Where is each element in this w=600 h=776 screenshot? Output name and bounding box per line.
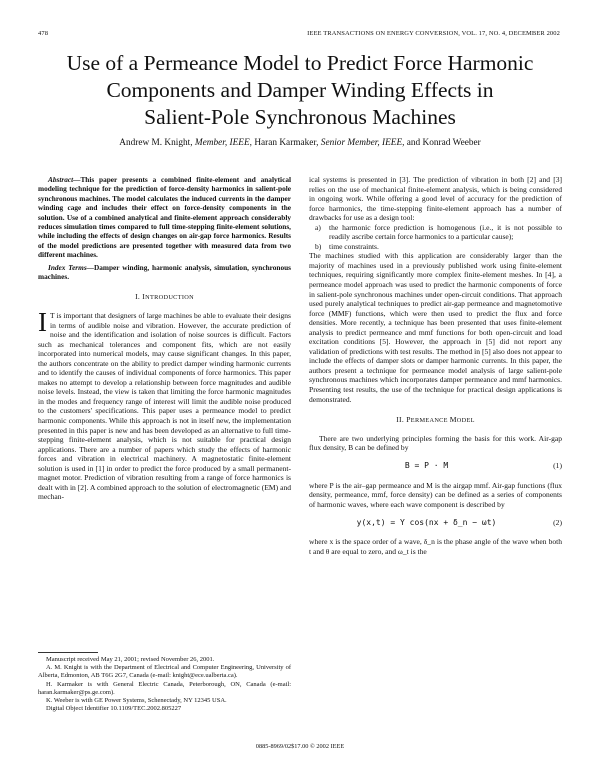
- abstract-text: This paper presents a combined finite-element and analytical modeling technique for the prediction of force-density harmonics in salient-pole synchronous machines. The model calculates the induced currents in the damper winding cage and includes their effect on force-density components in the solution. Use of a combined analytical and finite-element approach considerably reduces simulation times compared to full time-stepping finite-element solutions, while including the effects of design changes on air-gap force harmonics. Results of the model predictions are presented together with measured data from two different machines.: [38, 175, 291, 260]
- author-name: Andrew M. Knight,: [119, 138, 193, 148]
- body-paragraph: where P is the air–gap permeance and M is the airgap mmf. Air-gap functions (flux density, permeance, mmf, force density) can be defined as a series of components of harmonic waves, where each wave component is described by: [309, 480, 562, 509]
- running-header: IEEE TRANSACTIONS ON ENERGY CONVERSION, VOL. 17, NO. 4, DECEMBER 2002: [307, 30, 560, 37]
- equation-expression: y(x,t) = Y cos(nx + δ_n − ωt): [356, 517, 497, 527]
- author-line: [0, 138, 600, 148]
- right-column: [309, 175, 562, 557]
- index-terms-label: Index Terms—: [48, 262, 94, 272]
- list-text: time constraints.: [329, 241, 379, 251]
- abstract-label: Abstract—: [48, 175, 81, 184]
- list-label: b): [315, 241, 322, 251]
- footnote: Manuscript received May 21, 2001; revised November 26, 2001.: [46, 656, 215, 663]
- author-name: Haran Karmaker,: [254, 138, 319, 148]
- equation-number: (2): [553, 517, 562, 527]
- copyright-footer: 0885-8969/02$17.00 © 2002 IEEE: [255, 743, 345, 750]
- footnotes: [38, 652, 291, 713]
- intro-text: T is important that designers of large machines be able to evaluate their designs in terms of audible noise and vibration. However, the accurate prediction of noise and the identification and isolation of noise sources is difficult. Factors such as mechanical tolerances and component fits, which are not easily incorporated into numerical models, may cause significant changes. In this paper, the authors concentrate on the ability to predict damper winding harmonic currents and to identify the causes of individual components of force harmonics. This paper makes no attempt to develop a relationship between force magnitudes and audible noise levels. Instead, the view is taken that limiting the force harmonic magnitudes in the modes and frequency range of interest will limit the audible noise produced to the customers' specifications. This paper uses a permeance model to predict harmonic components. While this approach is not in itself new, the implementation presented in this paper is new and has been developed as an alternative to full time-stepping finite-element analysis, which is not suitable for practical design applications. There are a number of papers which study the effects of harmonic forces and vibration in electrical machinery. A magnetostatic finite-element solution is used in [1] in order to predict the force produced by a small permanent-magnet motor. Prediction of vibration resulting from a range of force harmonics is dealt with in [2]. A combined approach to the solution of electromagnetic (EM) and mechan-: [38, 311, 291, 502]
- footnote: Digital Object Identifier 10.1109/TEC.2002.805227: [46, 705, 182, 713]
- drop-cap: I: [38, 307, 47, 338]
- left-column: [38, 175, 291, 502]
- page-number: 478: [38, 30, 49, 37]
- abstract: [38, 175, 291, 260]
- index-terms-text: Damper winding, harmonic analysis, simulation, synchronous machines.: [38, 262, 292, 282]
- body-paragraph: The machines studied with this application are considerably larger than the majority of machines used in a previously published work using finite-element techniques, requiring significantly more complex finite-element meshes. In [4], a permeance model approach was used to predict the harmonic components of force in salient-pole synchronous machines under open-circuit conditions. That approach used purely analytical techniques to predict air-gap permeance and magnetomotive force (MMF) functions, which were then used to predict the flux and force densities. More recently, a technique has been presented that uses finite-element analysis to predict permeance and mmf functions for both open-circuit and load excitation conditions [5]. However, the approach in [5] did not report any validation of predictions with test results. The method in [5] also does not appear to include the effects of damper slots or damper harmonic currents. In this paper, the authors present a technique for permeance model analysis of large salient-pole synchronous machines which incorporates damper permeance and mmf harmonics. Presenting test results, the use of the technique for practical design applications is demonstrated.: [309, 251, 562, 404]
- title-line: Salient-Pole Synchronous Machines: [144, 105, 456, 129]
- section-heading-introduction: I. INTRODUCTION: [135, 292, 194, 302]
- body-paragraph: There are two underlying principles forming the basis for this work. Air-gap flux density, B can be defined by: [309, 433, 562, 453]
- footnote: H. Karmaker is with General Electric Canada, Peterborough, ON, Canada (e-mail: haran.karmaker@ps.ge.com).: [38, 680, 291, 696]
- title-line: Components and Damper Winding Effects in: [106, 78, 494, 102]
- footnote: K. Weeber is with GE Power Systems, Schenectady, NY 12345 USA.: [46, 697, 227, 705]
- equation-1: [309, 457, 562, 475]
- author-role: Senior Member, IEEE,: [320, 138, 405, 148]
- list-item: [309, 223, 562, 242]
- index-terms: [38, 263, 291, 282]
- title-line: Use of a Permeance Model to Predict Force Harmonic: [66, 51, 534, 75]
- footnote: A. M. Knight is with the Department of Electrical and Computer Engineering, University of Alberta, Edmonton, AB T6G 2G7, Canada (e-mail: knight@ece.ualberta.ca).: [38, 664, 291, 680]
- list-item: [309, 242, 562, 252]
- equation-2: [309, 513, 562, 531]
- section-heading-permeance-model: II. PERMEANCE MODEL: [396, 415, 475, 425]
- author-role: Member, IEEE,: [194, 138, 252, 148]
- intro-paragraph: [38, 307, 291, 502]
- body-paragraph: where x is the space order of a wave, δ_n is the phase angle of the wave when both t and θ are equal to zero, and ω_t is the: [309, 537, 562, 556]
- paper-title: [0, 50, 600, 131]
- equation-number: (1): [553, 460, 562, 470]
- list-label: a): [315, 222, 321, 232]
- equation-expression: B = P · M: [404, 460, 449, 470]
- author-name: and Konrad Weeber: [406, 138, 481, 148]
- footnote-rule: [38, 652, 98, 653]
- body-paragraph: ical systems is presented in [3]. The prediction of vibration in both [2] and [3] relies on the use of mechanical finite-element analysis, which is being considered in ongoing work. While offering a good level of accuracy for the prediction of force harmonics, the time-stepping finite-element approach has a number of drawbacks for use as a design tool:: [309, 175, 562, 223]
- list-text: the harmonic force prediction is homogenous (i.e., it is not possible to readily ascribe certain force harmonics to a particular cause);: [329, 222, 562, 242]
